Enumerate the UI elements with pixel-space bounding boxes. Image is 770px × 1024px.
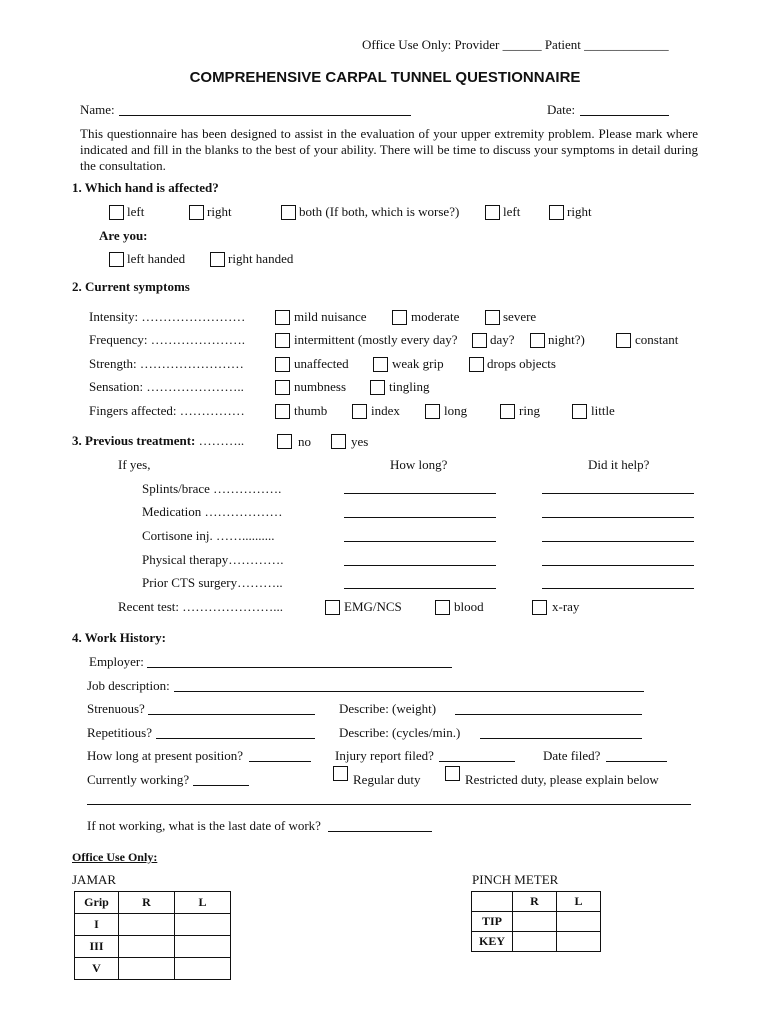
q1-worse-left-label: left bbox=[503, 204, 521, 219]
q2-heading: 2. Current symptoms bbox=[72, 279, 190, 294]
pinch-cell-tip-r[interactable] bbox=[513, 912, 557, 932]
severe-label: severe bbox=[503, 309, 537, 324]
date-field[interactable] bbox=[580, 115, 669, 116]
emg-ncs-checkbox[interactable] bbox=[325, 600, 340, 615]
constant-label: constant bbox=[635, 332, 679, 347]
frequency-label: Frequency: …………………. bbox=[89, 332, 245, 347]
xray-label: x-ray bbox=[552, 599, 580, 614]
describe-cycles-label: Describe: (cycles/min.) bbox=[339, 725, 461, 740]
tingling-label: tingling bbox=[389, 379, 430, 394]
physical-therapy-label: Physical therapy…………. bbox=[142, 552, 284, 567]
employer-label: Employer: bbox=[89, 654, 144, 669]
job-description-label: Job description: bbox=[87, 678, 170, 693]
job-description-field[interactable] bbox=[174, 691, 644, 692]
q3-heading bbox=[72, 433, 244, 449]
jamar-row-label: V bbox=[75, 958, 119, 980]
how-long-position-field[interactable] bbox=[249, 761, 311, 762]
right-handed-checkbox[interactable] bbox=[210, 252, 225, 267]
little-label: little bbox=[591, 403, 615, 418]
jamar-header-l: L bbox=[175, 892, 231, 914]
moderate-label: moderate bbox=[411, 309, 460, 324]
pinch-header-l: L bbox=[557, 892, 601, 912]
date-filed-label: Date filed? bbox=[543, 748, 601, 763]
recent-test-label: Recent test: …………………... bbox=[118, 599, 284, 614]
q1-worse-right-checkbox[interactable] bbox=[549, 205, 564, 220]
pinch-header-row bbox=[472, 892, 601, 912]
are-you-label: Are you: bbox=[99, 228, 148, 243]
numbness-label: numbness bbox=[294, 379, 346, 394]
office-use-label: Office Use Only: bbox=[72, 850, 158, 864]
regular-duty-checkbox[interactable] bbox=[333, 766, 348, 781]
day-checkbox[interactable] bbox=[472, 333, 487, 348]
pinch-cell-tip-l[interactable] bbox=[557, 912, 601, 932]
weak-grip-label: weak grip bbox=[392, 356, 444, 371]
currently-working-field[interactable] bbox=[193, 785, 249, 786]
q1-heading: 1. Which hand is affected? bbox=[72, 180, 219, 195]
jamar-cell-iii-l[interactable] bbox=[175, 936, 231, 958]
repetitious-field[interactable] bbox=[156, 738, 315, 739]
ring-label: ring bbox=[519, 403, 540, 418]
night-label: night?) bbox=[548, 332, 585, 347]
blood-checkbox[interactable] bbox=[435, 600, 450, 615]
employer-field[interactable] bbox=[147, 667, 452, 668]
prior-cts-how-long-field[interactable] bbox=[344, 588, 496, 589]
jamar-cell-v-l[interactable] bbox=[175, 958, 231, 980]
did-it-help-header: Did it help? bbox=[588, 457, 650, 472]
long-checkbox[interactable] bbox=[425, 404, 440, 419]
page-title: COMPREHENSIVE CARPAL TUNNEL QUESTIONNAIRE bbox=[189, 69, 581, 86]
injury-report-field[interactable] bbox=[439, 761, 515, 762]
pinch-cell-key-r[interactable] bbox=[513, 932, 557, 952]
medication-help-field[interactable] bbox=[542, 517, 694, 518]
treatment-no-checkbox[interactable] bbox=[277, 434, 292, 449]
q3-heading-text: 3. Previous treatment: bbox=[72, 433, 196, 448]
weak-grip-checkbox[interactable] bbox=[373, 357, 388, 372]
little-checkbox[interactable] bbox=[572, 404, 587, 419]
jamar-row-label: III bbox=[75, 936, 119, 958]
emg-ncs-label: EMG/NCS bbox=[344, 599, 402, 614]
jamar-row bbox=[75, 958, 231, 980]
jamar-label: JAMAR bbox=[72, 872, 117, 887]
treatment-yes-checkbox[interactable] bbox=[331, 434, 346, 449]
intermittent-checkbox[interactable] bbox=[275, 333, 290, 348]
q1-worse-left-checkbox[interactable] bbox=[485, 205, 500, 220]
intro-paragraph: This questionnaire has been designed to assist in the evaluation of your upper extremity problem. Please mark where indicated and fill in the blanks to the best of your ability. There will be time to discuss your symptoms in detail during the consultation. bbox=[80, 126, 698, 173]
ring-checkbox[interactable] bbox=[500, 404, 515, 419]
physical-therapy-help-field[interactable] bbox=[542, 565, 694, 566]
right-handed-label: right handed bbox=[228, 251, 294, 266]
q1-right-checkbox[interactable] bbox=[189, 205, 204, 220]
thumb-label: thumb bbox=[294, 403, 328, 418]
name-label: Name: bbox=[80, 102, 115, 117]
cortisone-label: Cortisone inj. …….......... bbox=[142, 528, 275, 543]
drops-objects-checkbox[interactable] bbox=[469, 357, 484, 372]
night-checkbox[interactable] bbox=[530, 333, 545, 348]
jamar-cell-v-r[interactable] bbox=[119, 958, 175, 980]
jamar-cell-i-l[interactable] bbox=[175, 914, 231, 936]
jamar-row-label: I bbox=[75, 914, 119, 936]
last-date-field[interactable] bbox=[328, 831, 432, 832]
pinch-meter-table bbox=[471, 891, 601, 952]
date-label: Date: bbox=[547, 102, 576, 117]
regular-duty-label: Regular duty bbox=[353, 772, 421, 787]
restricted-duty-checkbox[interactable] bbox=[445, 766, 460, 781]
mild-nuisance-checkbox[interactable] bbox=[275, 310, 290, 325]
treatment-no-label: no bbox=[298, 434, 311, 449]
pinch-row-label: KEY bbox=[472, 932, 513, 952]
q1-both-label: both (If both, which is worse?) bbox=[299, 204, 460, 219]
long-label: long bbox=[444, 403, 468, 418]
office-use-provider-patient: Office Use Only: Provider ______ Patient _____________ bbox=[362, 37, 669, 52]
pinch-cell-key-l[interactable] bbox=[557, 932, 601, 952]
left-handed-label: left handed bbox=[127, 251, 186, 266]
severe-checkbox[interactable] bbox=[485, 310, 500, 325]
left-handed-checkbox[interactable] bbox=[109, 252, 124, 267]
intermittent-label: intermittent (mostly every day? bbox=[294, 332, 458, 347]
moderate-checkbox[interactable] bbox=[392, 310, 407, 325]
date-filed-field[interactable] bbox=[606, 761, 667, 762]
jamar-row bbox=[75, 914, 231, 936]
q3-heading-dots: ……….. bbox=[198, 433, 245, 448]
if-yes-label: If yes, bbox=[118, 457, 151, 472]
thumb-checkbox[interactable] bbox=[275, 404, 290, 419]
injury-report-label: Injury report filed? bbox=[335, 748, 434, 763]
currently-working-label: Currently working? bbox=[87, 772, 190, 787]
q1-both-checkbox[interactable] bbox=[281, 205, 296, 220]
restricted-duty-label: Restricted duty, please explain below bbox=[465, 772, 659, 787]
jamar-row bbox=[75, 936, 231, 958]
tingling-checkbox[interactable] bbox=[370, 380, 385, 395]
how-long-header: How long? bbox=[390, 457, 448, 472]
cortisone-how-long-field[interactable] bbox=[344, 541, 496, 542]
jamar-cell-i-r[interactable] bbox=[119, 914, 175, 936]
pinch-row-label: TIP bbox=[472, 912, 513, 932]
splints-help-field[interactable] bbox=[542, 493, 694, 494]
pinch-row bbox=[472, 932, 601, 952]
pinch-meter-label: PINCH METER bbox=[472, 872, 559, 887]
q4-heading: 4. Work History: bbox=[72, 630, 167, 645]
index-checkbox[interactable] bbox=[352, 404, 367, 419]
q1-left-checkbox[interactable] bbox=[109, 205, 124, 220]
numbness-checkbox[interactable] bbox=[275, 380, 290, 395]
index-label: index bbox=[371, 403, 400, 418]
pinch-row bbox=[472, 912, 601, 932]
fingers-affected-label: Fingers affected: …………… bbox=[89, 403, 245, 418]
strength-label: Strength: …………………… bbox=[89, 356, 244, 371]
q1-left-label: left bbox=[127, 204, 145, 219]
jamar-header-row bbox=[75, 892, 231, 914]
how-long-position-label: How long at present position? bbox=[87, 748, 243, 763]
name-field[interactable] bbox=[119, 115, 411, 116]
jamar-header-r: R bbox=[119, 892, 175, 914]
explain-line-field[interactable] bbox=[87, 804, 691, 805]
drops-objects-label: drops objects bbox=[487, 356, 556, 371]
repetitious-label: Repetitious? bbox=[87, 725, 152, 740]
q1-worse-right-label: right bbox=[567, 204, 592, 219]
jamar-table bbox=[74, 891, 231, 980]
intensity-label: Intensity: …………………… bbox=[89, 309, 246, 324]
pinch-header-blank bbox=[472, 892, 513, 912]
jamar-cell-iii-r[interactable] bbox=[119, 936, 175, 958]
strenuous-field[interactable] bbox=[148, 714, 315, 715]
jamar-header-grip: Grip bbox=[75, 892, 119, 914]
xray-checkbox[interactable] bbox=[532, 600, 547, 615]
q1-right-label: right bbox=[207, 204, 232, 219]
not-working-label: If not working, what is the last date of work? bbox=[87, 818, 321, 833]
treatment-yes-label: yes bbox=[351, 434, 369, 449]
blood-label: blood bbox=[454, 599, 484, 614]
day-label: day? bbox=[490, 332, 515, 347]
constant-checkbox[interactable] bbox=[616, 333, 631, 348]
prior-cts-label: Prior CTS surgery……….. bbox=[142, 575, 283, 590]
physical-therapy-how-long-field[interactable] bbox=[344, 565, 496, 566]
sensation-label: Sensation: ………………….. bbox=[89, 379, 244, 394]
splints-label: Splints/brace ……………. bbox=[142, 481, 282, 496]
strenuous-label: Strenuous? bbox=[87, 701, 145, 716]
splints-how-long-field[interactable] bbox=[344, 493, 496, 494]
medication-label: Medication ……………… bbox=[142, 504, 283, 519]
mild-nuisance-label: mild nuisance bbox=[294, 309, 367, 324]
medication-how-long-field[interactable] bbox=[344, 517, 496, 518]
describe-cycles-field[interactable] bbox=[480, 738, 642, 739]
unaffected-checkbox[interactable] bbox=[275, 357, 290, 372]
describe-weight-field[interactable] bbox=[455, 714, 642, 715]
prior-cts-help-field[interactable] bbox=[542, 588, 694, 589]
pinch-header-r: R bbox=[513, 892, 557, 912]
describe-weight-label: Describe: (weight) bbox=[339, 701, 437, 716]
unaffected-label: unaffected bbox=[294, 356, 349, 371]
cortisone-help-field[interactable] bbox=[542, 541, 694, 542]
